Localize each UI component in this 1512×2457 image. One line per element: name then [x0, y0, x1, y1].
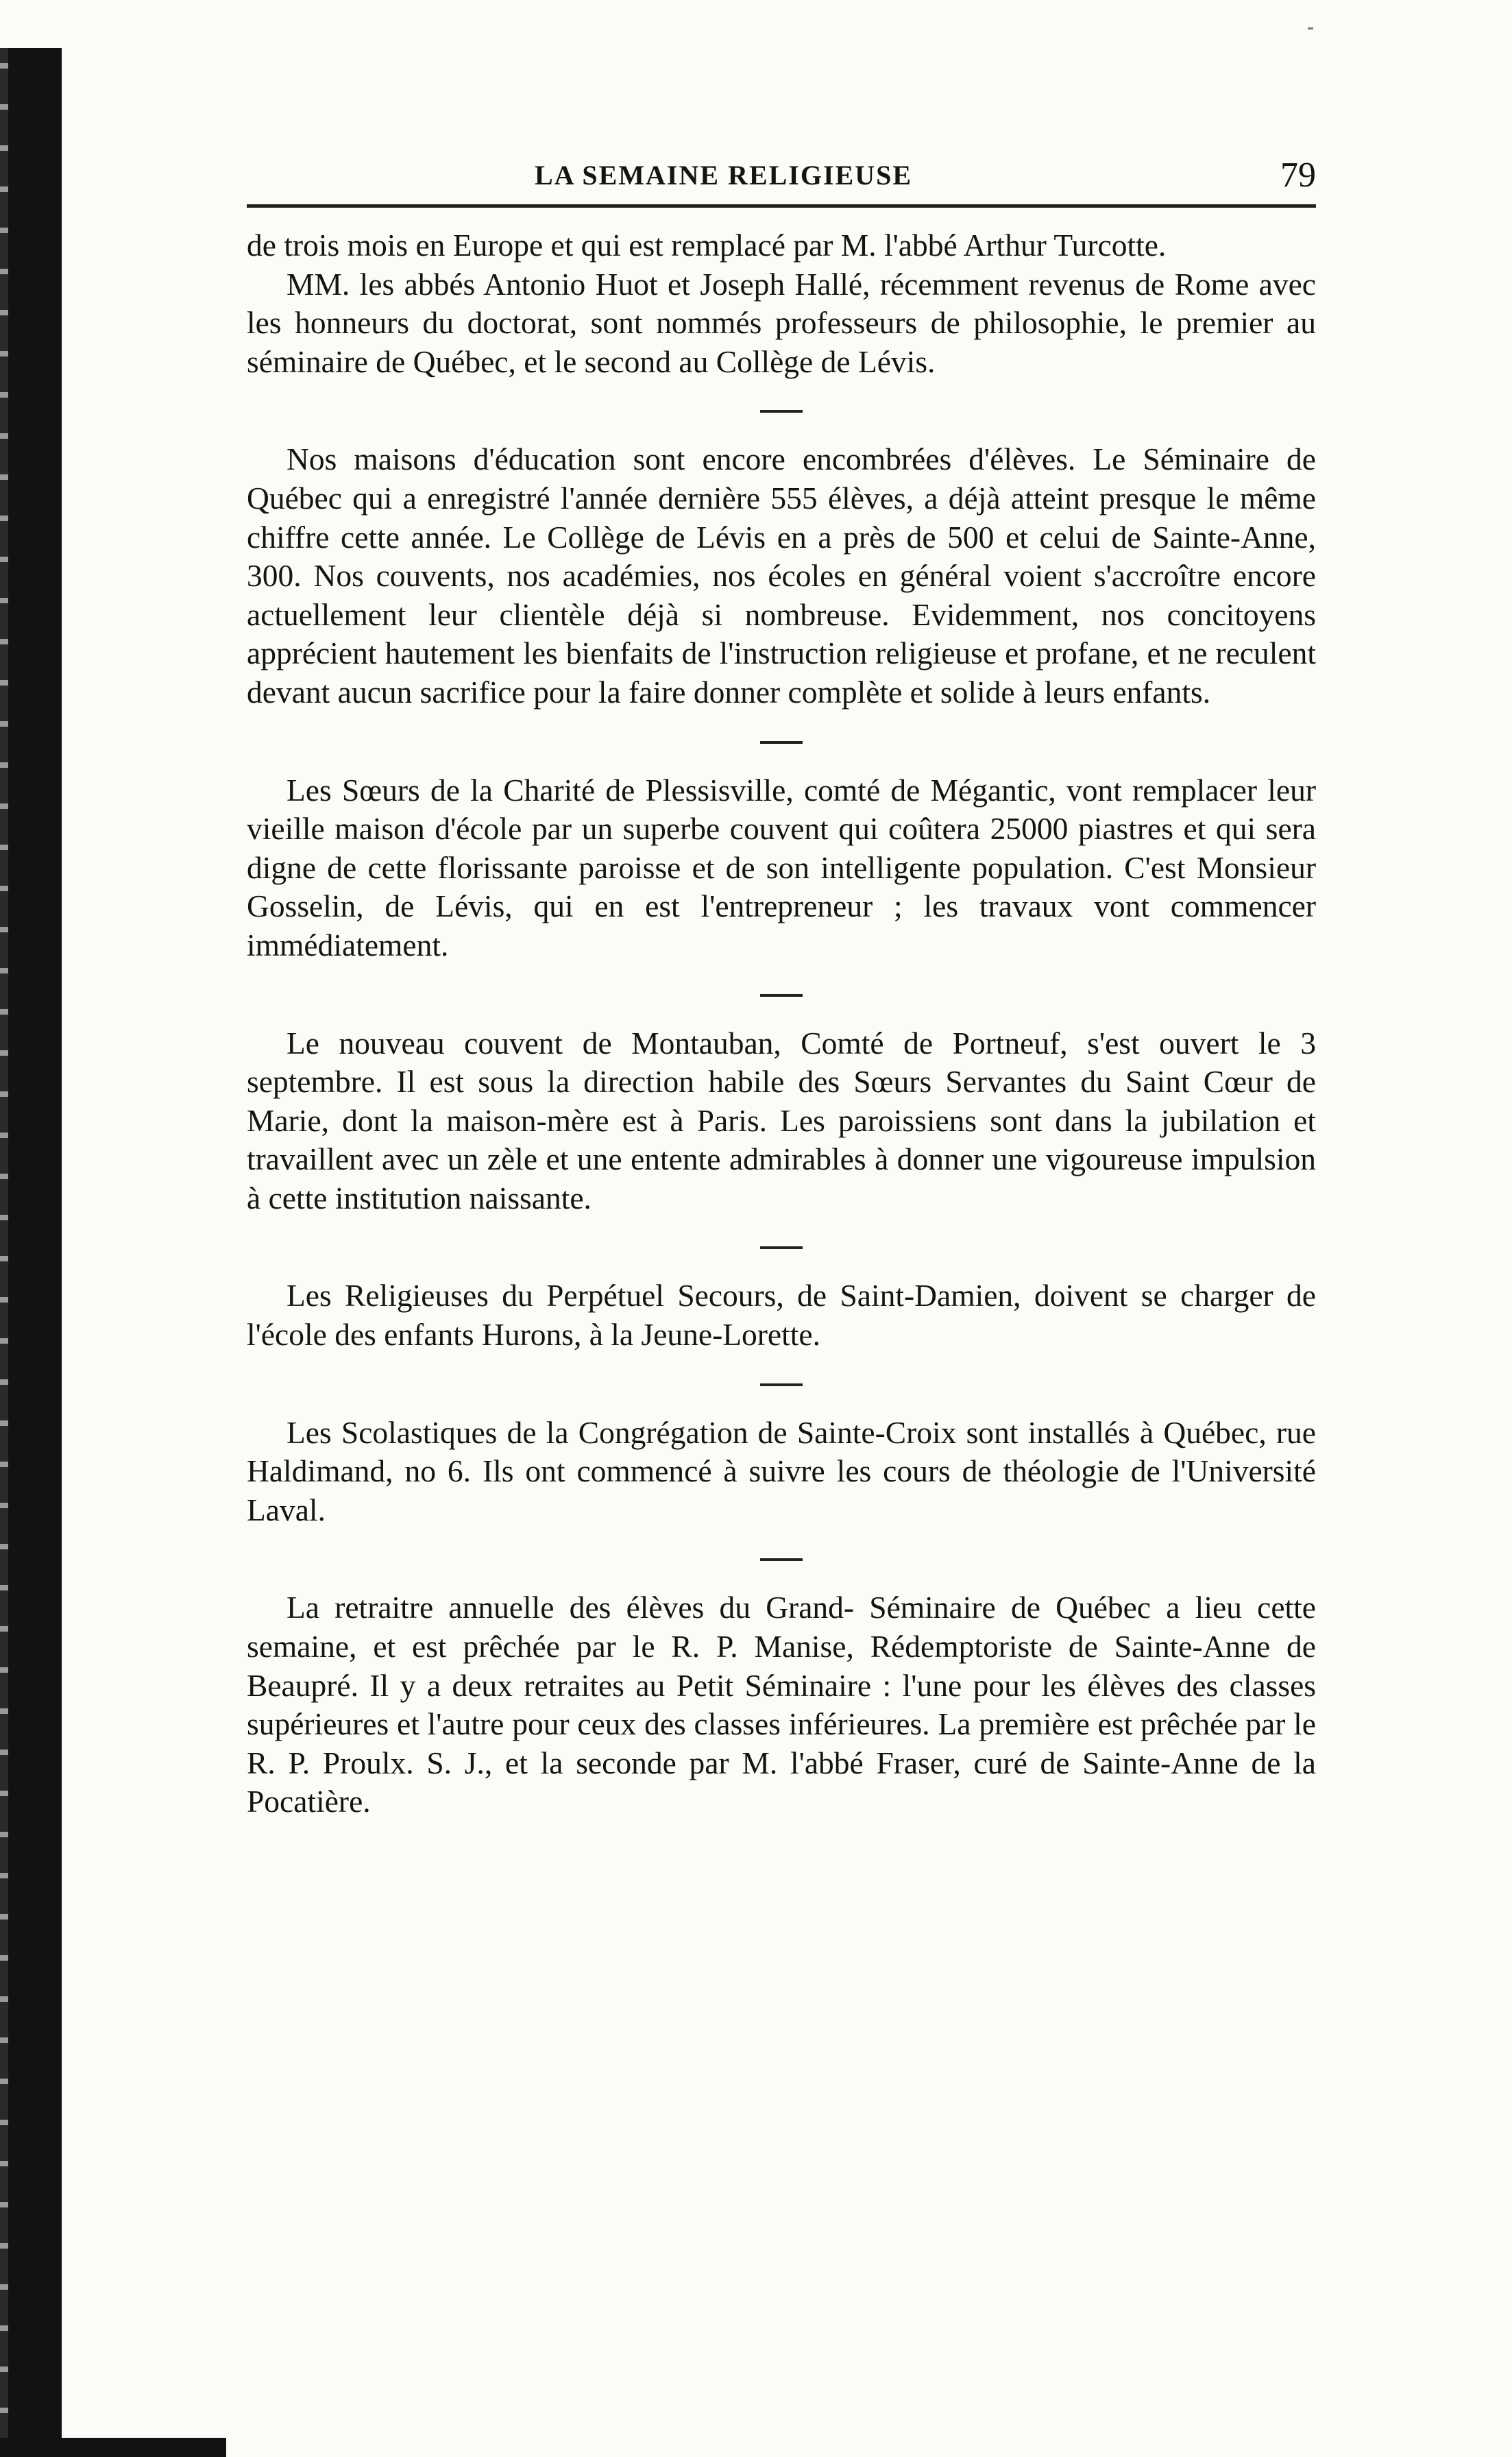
section-separator [760, 994, 803, 997]
paragraph: MM. les abbés Antonio Huot et Joseph Hallé, récemment revenus de Rome avec les honneurs du doctorat, sont nommés professeurs de philosophie, le premier au séminaire de Québec, et le second au Collège de Lévis. [247, 266, 1316, 379]
section-separator [760, 410, 803, 413]
section-separator [760, 1383, 803, 1386]
paragraph: Le nouveau couvent de Montauban, Comté de Portneuf, s'est ouvert le 3 septembre. Il est sous la direction habile des Sœurs Servantes du Saint Cœur de Marie, dont la maison-mère est à Paris. Les paroissiens sont dans la jubilation et travaillent avec un zèle et une entente admirables à donner une vigoureuse impulsion à cette institution naissante. [247, 1025, 1316, 1215]
paragraph: La retraitre annuelle des élèves du Grand- Séminaire de Québec a lieu cette semaine, et est prêchée par le R. P. Manise, Rédemptoriste de Sainte-Anne de Beaupré. Il y a deux retraites au Petit Séminaire : l'une pour les élèves des classes supérieures et l'autre pour ceux des classes inférieures. La première est prêchée par le R. P. Proulx. S. J., et la seconde par M. l'abbé Fraser, curé de Sainte-Anne de la Pocatière. [247, 1590, 1316, 1819]
page-number: 79 [1280, 156, 1316, 195]
section-separator [760, 741, 803, 744]
paragraph: Nos maisons d'éducation sont encore encombrées d'élèves. Le Séminaire de Québec qui a enregistré l'année dernière 555 élèves, a déjà atteint presque le même chiffre cette année. Le Collège de Lévis en a près de 500 et celui de Sainte-Anne, 300. Nos couvents, nos académies, nos écoles en général voient s'accroître encore actuellement leur clientèle déjà si nombreuse. Evidemment, nos concitoyens apprécient hautement les bienfaits de l'instruction religieuse et profane, et ne reculent devant aucun sacrifice pour la faire donner complète et solide à leurs enfants. [247, 441, 1316, 710]
section-separator [760, 1246, 803, 1249]
page-speck [1308, 27, 1313, 29]
section-separator [760, 1558, 803, 1561]
paragraph: Les Sœurs de la Charité de Plessisville, comté de Mégantic, vont remplacer leur vieille maison d'école par un superbe couvent qui coûtera 25000 piastres et qui sera digne de cette florissante paroisse et de son intelligente population. C'est Monsieur Gosselin, de Lévis, qui en est l'entrepreneur ; les travaux vont commencer immédiatement. [247, 772, 1316, 963]
paragraph-continued: de trois mois en Europe et qui est remplacé par M. l'abbé Arthur Turcotte. [247, 228, 1167, 263]
paragraph: Les Scolastiques de la Congrégation de Sainte-Croix sont installés à Québec, rue Haldimand, no 6. Ils ont commencé à suivre les cours de théologie de l'Université Laval. [247, 1414, 1316, 1527]
book-spine-shadow [8, 48, 62, 2457]
paragraph: Les Religieuses du Perpétuel Secours, de Saint-Damien, doivent se charger de l'école des enfants Hurons, à la Jeune-Lorette. [247, 1278, 1316, 1353]
header-rule [247, 204, 1316, 208]
page-header [247, 156, 1316, 200]
running-title: LA SEMAINE RELIGIEUSE [535, 160, 913, 191]
bottom-edge-shadow [0, 2438, 226, 2457]
article-body [247, 226, 1316, 1821]
